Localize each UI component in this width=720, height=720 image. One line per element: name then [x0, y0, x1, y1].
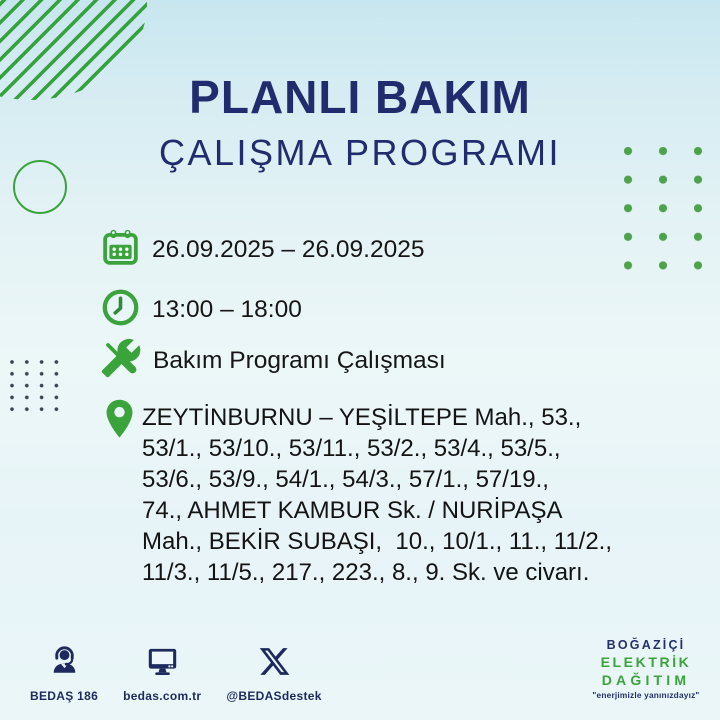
- work-type-row: [100, 337, 446, 384]
- address-line: Mah., BEKİR SUBAŞI, 10., 10/1., 11., 11/2.,: [142, 528, 613, 555]
- company-logo: [585, 639, 707, 699]
- page-title: [0, 72, 720, 174]
- affected-area-text: [142, 402, 612, 588]
- date-range-value: 26.09.2025 – 26.09.2025: [152, 236, 425, 263]
- location-pin-icon: [101, 397, 138, 449]
- date-row: [100, 227, 424, 273]
- time-row: [100, 287, 302, 333]
- contact-x-social: [226, 645, 321, 703]
- tools-icon: [100, 337, 142, 384]
- clock-icon: [100, 287, 141, 333]
- title-line2: ÇALIŞMA PROGRAMI: [158, 131, 562, 173]
- x-social-icon: [258, 645, 291, 683]
- footer-contacts: [30, 643, 322, 703]
- callcenter-agent-icon: [47, 643, 82, 683]
- contact-website: [123, 643, 201, 703]
- address-line: 74., AHMET KAMBUR Sk. / NURİPAŞA: [142, 497, 563, 524]
- address-line: 11/3., 11/5., 217., 223., 8., 9. Sk. ve civarı.: [142, 559, 590, 586]
- logo-line1: BOĞAZİÇİ: [606, 638, 686, 652]
- address-line: 53/1., 53/10., 53/11., 53/2., 53/4., 53/5.,: [142, 435, 561, 462]
- work-type-value: Bakım Programı Çalışması: [153, 346, 446, 374]
- logo-line2: ELEKTRİK: [600, 654, 692, 670]
- callcenter-label: BEDAŞ 186: [30, 689, 99, 703]
- logo-tagline: "enerjimizle yanınızdayız": [592, 689, 700, 700]
- monitor-icon: [144, 643, 181, 683]
- logo-line3: DAĞITIM: [601, 671, 691, 688]
- address-line: ZEYTİNBURNU – YEŞİLTEPE Mah., 53.,: [142, 404, 582, 431]
- website-label: bedas.com.tr: [123, 689, 202, 703]
- address-line: 53/6., 53/9., 54/1., 54/3., 57/1., 57/19.,: [142, 466, 549, 493]
- x-handle-label: @BEDASdestek: [226, 689, 322, 703]
- time-range-value: 13:00 – 18:00: [152, 296, 302, 323]
- dark-dots-grid-decoration: [10, 360, 59, 412]
- contact-callcenter: [30, 643, 98, 703]
- title-line1: PLANLI BAKIM: [189, 71, 531, 123]
- calendar-icon: [100, 227, 141, 273]
